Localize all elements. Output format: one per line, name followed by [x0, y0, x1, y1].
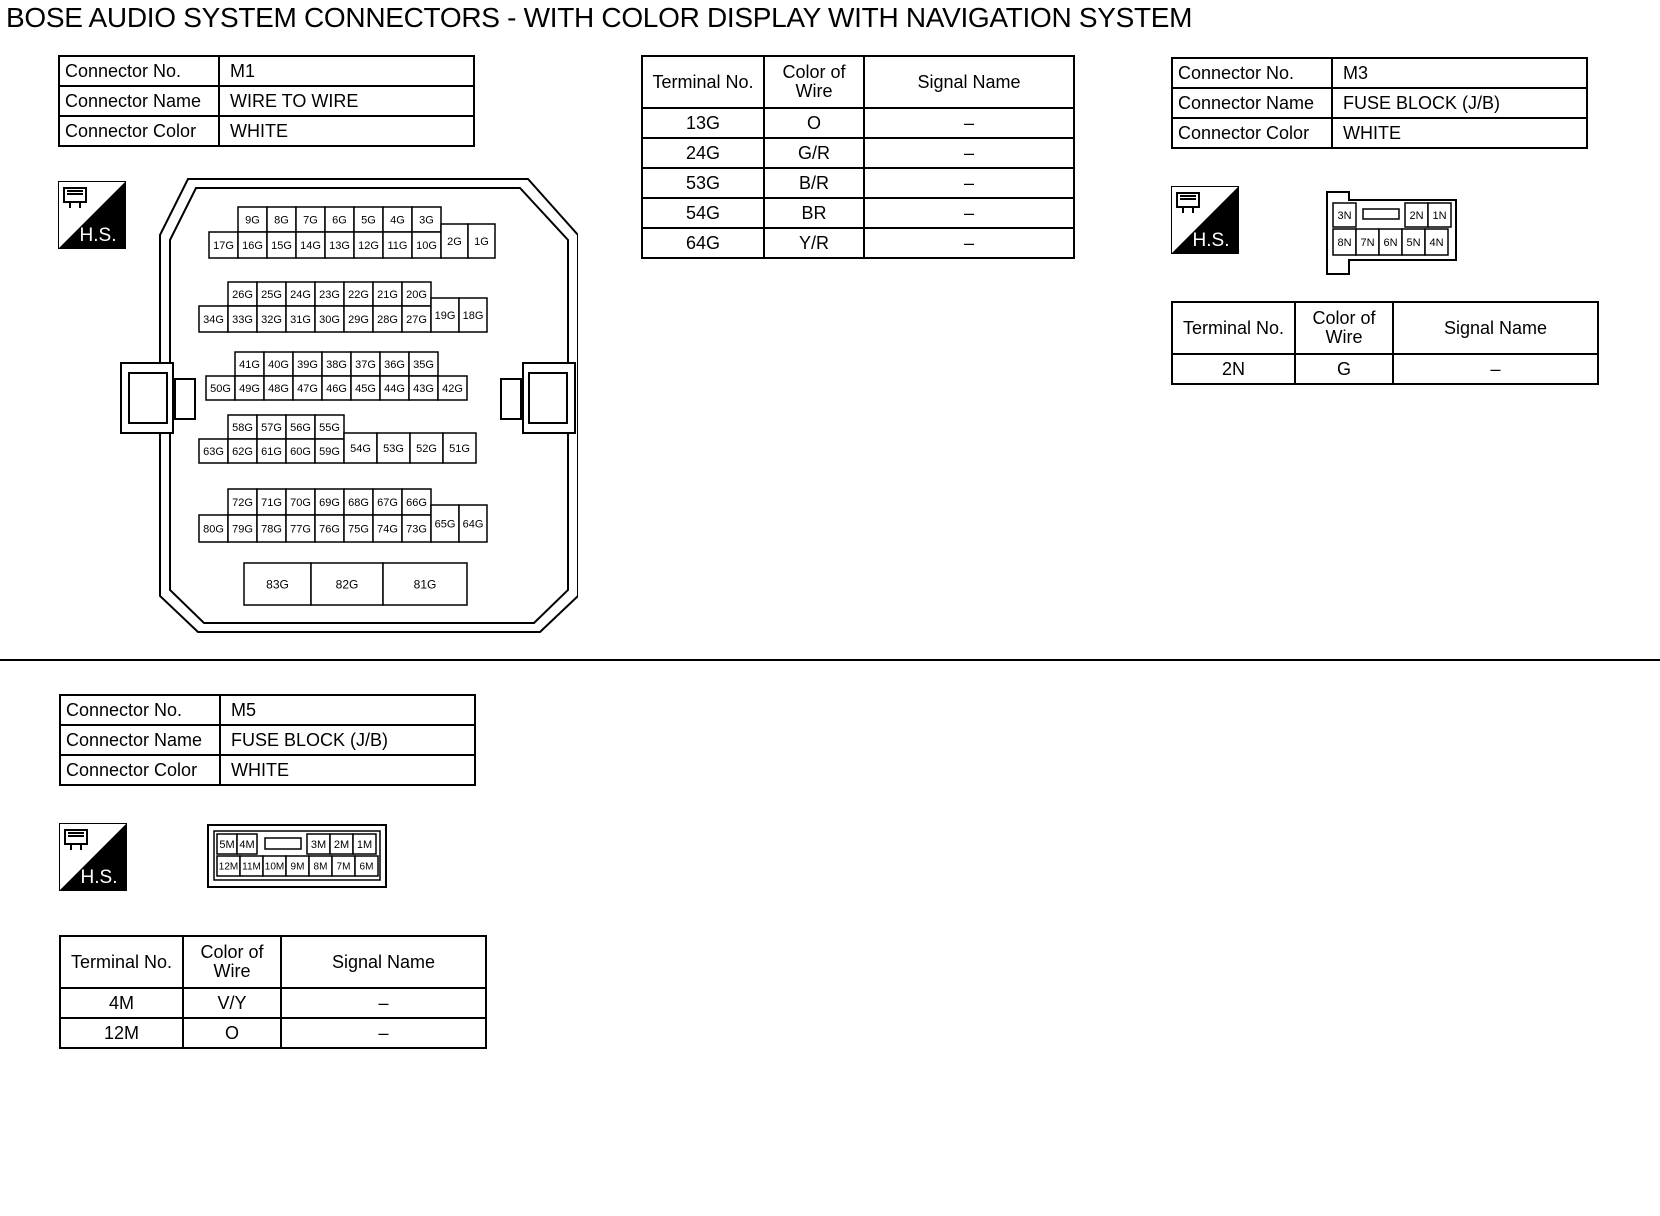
terminal-label: 46G: [326, 382, 347, 395]
terminal-label: 29G: [348, 313, 369, 326]
terminal-label: 39G: [297, 358, 318, 371]
table-row: [642, 168, 1074, 198]
terminal-label: 8M: [313, 861, 328, 873]
terminal-label: 5M: [219, 838, 235, 851]
terminal-label: 8N: [1337, 236, 1352, 249]
terminal-no-cell: 54G: [642, 198, 764, 228]
terminal-label: 34G: [203, 313, 224, 326]
terminal-label: 3N: [1337, 209, 1352, 222]
connector-name-value: WIRE TO WIRE: [219, 86, 474, 116]
connector-name-label: Connector Name: [60, 725, 220, 755]
page-title: BOSE AUDIO SYSTEM CONNECTORS - WITH COLOR DISPLAY WITH NAVIGATION SYSTEM: [6, 2, 1193, 33]
terminal-label: 40G: [268, 358, 289, 371]
hs-label: H.S.: [80, 867, 118, 888]
terminal-label: 1N: [1432, 209, 1447, 222]
terminal-label: 5G: [361, 214, 376, 227]
hs-label: H.S.: [79, 225, 117, 246]
signal-name-header: Signal Name: [864, 56, 1074, 108]
terminal-label: 9M: [290, 861, 305, 873]
terminal-label: 3M: [310, 838, 327, 851]
connector-name-label: Connector Name: [1172, 88, 1332, 118]
terminal-label: 28G: [377, 313, 398, 326]
terminal-label: 23G: [319, 288, 340, 301]
section-divider: [0, 659, 1660, 661]
connector-no-label: Connector No.: [59, 56, 219, 86]
connector-no-value: M3: [1332, 58, 1587, 88]
terminal-no-header: Terminal No.: [60, 936, 183, 988]
harness-side-icon: [58, 181, 126, 249]
terminal-no-cell: 4M: [60, 988, 183, 1018]
connector-no-value: M1: [219, 56, 474, 86]
wire-color-cell: B/R: [764, 168, 864, 198]
terminal-label: 2G: [447, 235, 462, 248]
terminal-label: 74G: [377, 523, 398, 536]
terminal-label: 7N: [1360, 236, 1375, 249]
terminal-label: 16G: [242, 239, 263, 252]
signal-name-cell: –: [1393, 354, 1598, 384]
terminal-label: 18G: [462, 309, 484, 322]
terminal-label: 1M: [356, 838, 373, 851]
terminal-table-m1: [641, 55, 1075, 259]
wire-color-cell: BR: [764, 198, 864, 228]
terminal-label: 58G: [232, 421, 253, 434]
terminal-label: 25G: [261, 288, 282, 301]
terminal-label: 81G: [413, 577, 437, 592]
signal-name-cell: –: [281, 1018, 486, 1048]
terminal-label: 1G: [474, 235, 489, 248]
terminal-no-cell: 53G: [642, 168, 764, 198]
terminal-label: 60G: [290, 445, 311, 458]
terminal-label: 49G: [239, 382, 260, 395]
terminal-label: 35G: [413, 358, 434, 371]
terminal-label: 63G: [203, 445, 224, 458]
terminal-label: 67G: [377, 496, 398, 509]
connector-name-value: FUSE BLOCK (J/B): [1332, 88, 1587, 118]
terminal-label: 56G: [290, 421, 311, 434]
terminal-label: 13G: [329, 239, 350, 252]
terminal-label: 4M: [239, 838, 255, 851]
terminal-label: 83G: [266, 577, 289, 592]
terminal-no-header: Terminal No.: [1172, 302, 1295, 354]
connector-info-m3: [1171, 57, 1588, 149]
terminal-label: 64G: [462, 518, 484, 531]
connector-color-label: Connector Color: [1172, 118, 1332, 148]
key-slot: [1363, 209, 1399, 219]
terminal-label: 68G: [348, 496, 369, 509]
connector-no-label: Connector No.: [1172, 58, 1332, 88]
hs-label: H.S.: [1192, 230, 1230, 251]
terminal-label: 82G: [335, 577, 359, 592]
terminal-label: 11G: [387, 239, 408, 252]
terminal-label: 19G: [434, 309, 456, 322]
key-slot: [265, 838, 301, 849]
terminal-label: 27G: [406, 313, 427, 326]
terminal-label: 22G: [348, 288, 369, 301]
terminal-label: 30G: [319, 313, 340, 326]
terminal-table-m3: [1171, 301, 1599, 385]
terminal-label: 9G: [245, 214, 260, 227]
signal-name-cell: –: [864, 198, 1074, 228]
terminal-label: 42G: [442, 382, 463, 395]
terminal-label: 11M: [242, 861, 261, 873]
terminal-label: 6M: [359, 861, 374, 873]
terminal-label: 65G: [434, 518, 456, 531]
terminal-label: 26G: [232, 288, 253, 301]
wire-color-header: Color of Wire: [764, 56, 864, 108]
table-row: [60, 1018, 486, 1048]
connector-color-value: WHITE: [219, 116, 474, 146]
table-row: [642, 198, 1074, 228]
terminal-label: 47G: [297, 382, 318, 395]
terminal-no-header: Terminal No.: [642, 56, 764, 108]
terminal-label: 10M: [264, 861, 285, 873]
terminal-label: 7G: [303, 214, 318, 227]
terminal-no-cell: 24G: [642, 138, 764, 168]
terminal-label: 6N: [1383, 236, 1398, 249]
terminal-label: 54G: [350, 442, 371, 455]
table-row: [642, 108, 1074, 138]
terminal-label: 52G: [416, 442, 437, 455]
wire-color-header: Color of Wire: [1295, 302, 1393, 354]
terminal-label: 17G: [213, 239, 234, 252]
wire-color-cell: V/Y: [183, 988, 281, 1018]
terminal-label: 10G: [416, 239, 437, 252]
connector-color-label: Connector Color: [59, 116, 219, 146]
terminal-label: 5N: [1406, 236, 1421, 249]
terminal-label: 3G: [419, 214, 434, 227]
terminal-label: 62G: [232, 445, 253, 458]
terminal-no-cell: 64G: [642, 228, 764, 258]
connector-color-value: WHITE: [1332, 118, 1587, 148]
table-row: [642, 228, 1074, 258]
terminal-label: 69G: [319, 496, 340, 509]
terminal-label: 48G: [268, 382, 289, 395]
terminal-label: 14G: [300, 239, 321, 252]
table-row: [60, 988, 486, 1018]
terminal-label: 61G: [261, 445, 282, 458]
wire-color-cell: O: [764, 108, 864, 138]
harness-side-icon: [1171, 186, 1239, 254]
terminal-grid-m3: [1333, 203, 1451, 255]
terminal-label: 4G: [390, 214, 405, 227]
terminal-no-cell: 12M: [60, 1018, 183, 1048]
terminal-label: 21G: [377, 288, 398, 301]
wire-color-cell: O: [183, 1018, 281, 1048]
connector-face-m5: [207, 824, 387, 888]
signal-name-cell: –: [864, 168, 1074, 198]
terminal-label: 33G: [232, 313, 253, 326]
terminal-label: 59G: [319, 445, 340, 458]
terminal-label: 24G: [290, 288, 311, 301]
signal-name-header: Signal Name: [281, 936, 486, 988]
terminal-label: 12M: [218, 861, 239, 873]
connector-color-value: WHITE: [220, 755, 475, 785]
terminal-label: 78G: [261, 523, 282, 536]
table-row: [1172, 354, 1598, 384]
terminal-label: 20G: [406, 288, 427, 301]
table-row: [642, 138, 1074, 168]
connector-face-m3: [1325, 190, 1460, 276]
wire-color-cell: G: [1295, 354, 1393, 384]
terminal-table-m5: [59, 935, 487, 1049]
terminal-label: 43G: [413, 382, 434, 395]
terminal-label: 15G: [271, 239, 292, 252]
terminal-label: 72G: [232, 496, 253, 509]
terminal-label: 45G: [355, 382, 376, 395]
terminal-label: 75G: [348, 523, 369, 536]
connector-name-label: Connector Name: [59, 86, 219, 116]
terminal-label: 66G: [406, 496, 427, 509]
connector-info-m5: [59, 694, 476, 786]
terminal-label: 80G: [203, 523, 224, 536]
terminal-no-cell: 13G: [642, 108, 764, 138]
connector-color-label: Connector Color: [60, 755, 220, 785]
terminal-label: 53G: [383, 442, 404, 455]
terminal-label: 71G: [261, 496, 282, 509]
signal-name-header: Signal Name: [1393, 302, 1598, 354]
signal-name-cell: –: [864, 228, 1074, 258]
signal-name-cell: –: [281, 988, 486, 1018]
terminal-label: 8G: [274, 214, 289, 227]
harness-side-icon: [59, 823, 127, 891]
connector-name-value: FUSE BLOCK (J/B): [220, 725, 475, 755]
terminal-label: 4N: [1429, 236, 1444, 249]
terminal-label: 51G: [449, 442, 470, 455]
terminal-label: 37G: [355, 358, 376, 371]
terminal-label: 77G: [290, 523, 311, 536]
signal-name-cell: –: [864, 138, 1074, 168]
terminal-label: 73G: [406, 523, 427, 536]
terminal-label: 44G: [384, 382, 405, 395]
terminal-label: 41G: [239, 358, 260, 371]
terminal-label: 36G: [384, 358, 405, 371]
connector-no-label: Connector No.: [60, 695, 220, 725]
wire-color-cell: G/R: [764, 138, 864, 168]
connector-no-value: M5: [220, 695, 475, 725]
terminal-no-cell: 2N: [1172, 354, 1295, 384]
terminal-label: 2M: [333, 838, 350, 851]
terminal-label: 12G: [358, 239, 379, 252]
terminal-label: 6G: [332, 214, 347, 227]
wire-color-header: Color of Wire: [183, 936, 281, 988]
terminal-label: 70G: [290, 496, 311, 509]
wire-color-cell: Y/R: [764, 228, 864, 258]
terminal-label: 2N: [1409, 209, 1424, 222]
terminal-label: 7M: [336, 861, 351, 873]
terminal-label: 79G: [232, 523, 253, 536]
terminal-label: 57G: [261, 421, 282, 434]
connector-face-m1: [118, 176, 578, 634]
terminal-label: 76G: [319, 523, 340, 536]
signal-name-cell: –: [864, 108, 1074, 138]
terminal-label: 31G: [290, 313, 311, 326]
terminal-label: 38G: [326, 358, 347, 371]
terminal-label: 32G: [261, 313, 282, 326]
terminal-label: 50G: [210, 382, 231, 395]
terminal-label: 55G: [319, 421, 340, 434]
connector-info-m1: [58, 55, 475, 147]
